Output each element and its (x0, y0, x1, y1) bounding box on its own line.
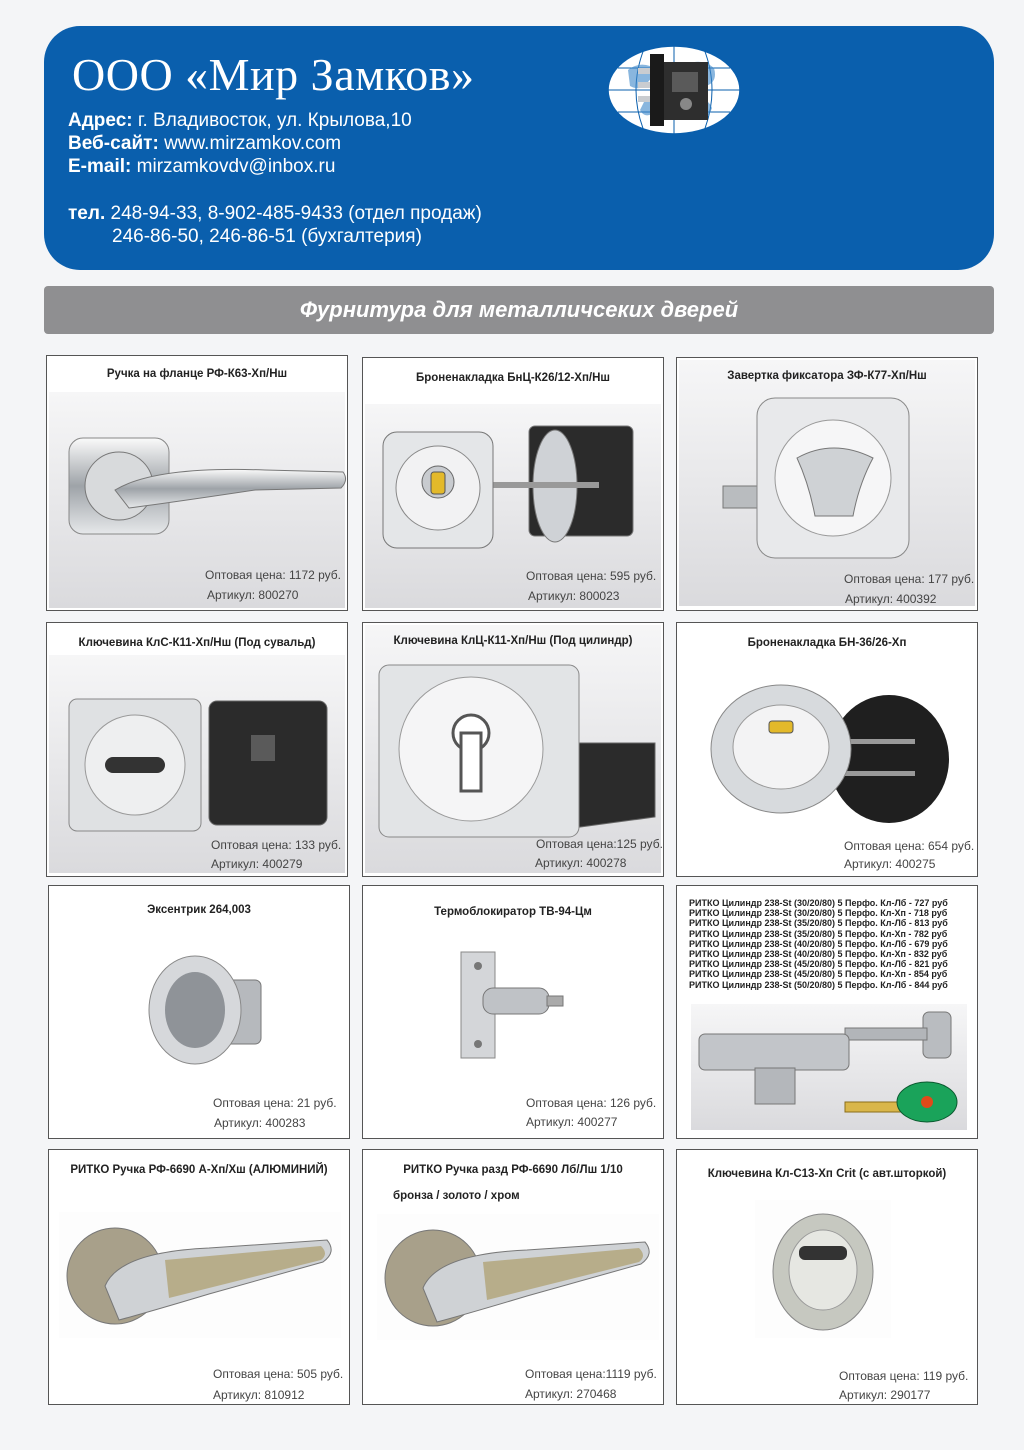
product-card (46, 622, 348, 877)
product-subtitle: бронза / золото / хром (393, 1190, 520, 1202)
shutter-escutcheon-icon (755, 1200, 891, 1338)
product-price: Оптовая цена: 177 руб. (844, 572, 975, 586)
thumb-turn-icon (717, 390, 947, 570)
company-header (44, 26, 994, 270)
product-sku: Артикул: 270468 (525, 1387, 617, 1401)
product-title: Термоблокиратор ТВ-94-Цм (434, 906, 592, 918)
product-price: Оптовая цена:125 руб. (536, 837, 663, 851)
address-line (68, 109, 412, 132)
product-sku: Артикул: 400275 (844, 857, 936, 871)
address-label: Адрес: (68, 110, 133, 131)
product-sku: Артикул: 290177 (839, 1388, 931, 1402)
product-title: Броненакладка БнЦ-К26/12-Хп/Нш (415, 372, 610, 384)
product-sku: Артикул: 800270 (207, 588, 299, 602)
product-card (362, 885, 664, 1139)
product-title: РИТКО Ручка разд РФ-6690 Лб/Лш 1/10 (403, 1164, 623, 1176)
armor-plate-icon (379, 422, 649, 552)
website-line (68, 132, 341, 155)
product-card (676, 622, 978, 877)
product-title: Ключевина Кл-С13-Хп Crit (с авт.шторкой) (707, 1168, 947, 1180)
product-card (676, 885, 978, 1139)
product-price: Оптовая цена: 595 руб. (526, 569, 657, 583)
product-sku: Артикул: 800023 (528, 589, 620, 603)
product-sku: Артикул: 400279 (211, 857, 303, 871)
eccentric-icon (145, 950, 275, 1070)
list-item: РИТКО Цилиндр 238-St (45/20/80) 5 Перфо. Кл-Лб - 821 руб (689, 959, 948, 970)
cylinder-price-list (689, 898, 948, 990)
list-item: РИТКО Цилиндр 238-St (30/20/80) 5 Перфо. Кл-Хп - 718 руб (689, 908, 948, 919)
product-price: Оптовая цена: 505 руб. (213, 1367, 344, 1381)
product-price: Оптовая цена: 1172 руб. (205, 568, 342, 582)
product-sku: Артикул: 810912 (213, 1388, 305, 1402)
cylinder-escutcheon-icon (371, 657, 661, 847)
email-line (68, 155, 335, 178)
list-item: РИТКО Цилиндр 238-St (35/20/80) 5 Перфо. Кл-Хп - 782 руб (689, 928, 948, 939)
product-price: Оптовая цена: 21 руб. (213, 1096, 337, 1110)
lever-escutcheon-icon (65, 695, 335, 835)
handle-aluminium-icon (59, 1212, 341, 1338)
product-title: Броненакладка БН-36/26-Хп (747, 637, 907, 649)
product-title: Ключевина КлС-К11-Хп/Нш (Под сувальд) (78, 637, 316, 649)
list-item: РИТКО Цилиндр 238-St (35/20/80) 5 Перфо. Кл-Лб - 813 руб (689, 918, 948, 929)
handle-bronze-icon (377, 1214, 659, 1340)
product-card (46, 355, 348, 611)
thermo-blocker-icon (453, 944, 573, 1064)
product-title: Ручка на фланце РФ-К63-Хп/Нш (106, 368, 288, 380)
product-price: Оптовая цена: 133 руб. (211, 838, 342, 852)
email-label: E-mail: (68, 156, 132, 177)
list-item: РИТКО Цилиндр 238-St (30/20/80) 5 Перфо. Кл-Лб - 727 руб (689, 898, 948, 908)
website-link[interactable]: www.mirzamkov.com (164, 133, 342, 154)
phone-sales: 248-94-33, 8-902-485-9433 (отдел продаж) (110, 203, 482, 224)
product-card (48, 1149, 350, 1405)
product-card (362, 622, 664, 877)
product-sku: Артикул: 400283 (214, 1116, 306, 1130)
product-sku: Артикул: 400392 (845, 592, 937, 606)
product-sku: Артикул: 400277 (526, 1115, 618, 1129)
section-title: Фурнитура для металличсеких дверей (44, 286, 994, 334)
armor-plate-round-icon (705, 679, 955, 829)
product-price: Оптовая цена: 654 руб. (844, 839, 975, 853)
address-value: г. Владивосток, ул. Крылова,10 (137, 110, 412, 131)
product-sku: Артикул: 400278 (535, 856, 627, 870)
product-card (48, 885, 350, 1139)
lever-handle-icon (65, 426, 395, 536)
list-item: РИТКО Цилиндр 238-St (40/20/80) 5 Перфо. Кл-Хп - 832 руб (689, 949, 948, 960)
globe-lock-logo-icon (588, 40, 760, 140)
list-item: РИТКО Цилиндр 238-St (50/20/80) 5 Перфо. Кл-Лб - 844 руб (689, 979, 948, 990)
product-title: Завертка фиксатора ЗФ-К77-Хп/Нш (727, 370, 927, 382)
product-title: Эксентрик 264,003 (147, 904, 251, 916)
product-card (676, 357, 978, 611)
product-card (362, 357, 664, 611)
cylinder-lock-icon (695, 1006, 969, 1132)
product-title: Ключевина КлЦ-К11-Хп/Нш (Под цилиндр) (393, 635, 633, 647)
list-item: РИТКО Цилиндр 238-St (40/20/80) 5 Перфо. Кл-Лб - 679 руб (689, 938, 948, 949)
website-label: Веб-сайт: (68, 133, 159, 154)
product-price: Оптовая цена:1119 руб. (525, 1367, 657, 1381)
email-link[interactable]: mirzamkovdv@inbox.ru (136, 156, 336, 177)
product-price: Оптовая цена: 119 руб. (839, 1369, 969, 1383)
product-card (362, 1149, 664, 1405)
company-name: ООО «Мир Замков» (72, 49, 475, 100)
product-card (676, 1149, 978, 1405)
phone-line (68, 202, 482, 225)
product-price: Оптовая цена: 126 руб. (526, 1096, 657, 1110)
phone-accounting: 246-86-50, 246-86-51 (бухгалтерия) (112, 226, 422, 247)
list-item: РИТКО Цилиндр 238-St (45/20/80) 5 Перфо. Кл-Хп - 854 руб (689, 969, 948, 980)
product-title: РИТКО Ручка РФ-6690 А-Хп/Хш (АЛЮМИНИЙ) (70, 1164, 328, 1176)
phone-label: тел. (68, 203, 106, 224)
